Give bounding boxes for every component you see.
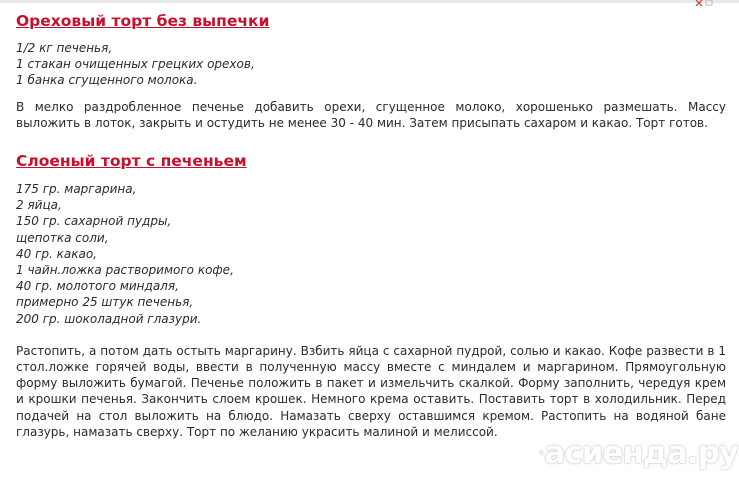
recipe-instructions: Растопить, а потом дать остыть маргарину. Взбить яйца с сахарной пудрой, солью и какао. Кофе развести в 1 стол.ложке горячей воды, ввести в полученную массу вместе с миндалем и маргарином. Прямоугольную форму выложить бумагой. Печенье положить в пакет и измельчить скалкой. Форму заполнить, чередуя крем и крошки печенья. Закончить слоем крошек. Немного крема оставить. Поставить торт в холодильник. Перед подачей на стол выложить на блюдо. Намазать сверху оставшимся кремом. Растопить на водяной бане глазурь, намазать сверху. Торт по желанию украсить малиной и мелиссой. <box>16 343 726 439</box>
ingredient-item: 200 гр. шоколадной глазури. <box>16 311 202 326</box>
top-border <box>0 0 739 3</box>
recipe-instructions: В мелко раздробленное печенье добавить орехи, сгущенное молоко, хорошенько размешать. Массу выложить в лоток, закрыть и остудить не менее 30 - 40 мин. Затем присыпать сахаром и какао. Торт готов. <box>16 99 726 130</box>
ingredient-item: 150 гр. сахарной пудры, <box>16 214 172 229</box>
ingredients-list <box>16 40 726 89</box>
recipe-article <box>16 11 726 440</box>
ingredient-item: 175 гр. маргарина, <box>16 182 137 197</box>
ingredient-item: 40 гр. какао, <box>16 246 97 261</box>
ingredient-item: 1 банка сгущенного молока. <box>16 73 198 88</box>
ingredient-item: 1 стакан очищенных грецких орехов, <box>16 57 255 72</box>
recipe-layered-cake <box>16 151 726 440</box>
recipe-walnut-cake <box>16 11 726 131</box>
ingredient-item: 1 чайн.ложка растворимого кофе, <box>16 263 234 278</box>
recipe-title[interactable]: Слоеный торт с печеньем <box>16 152 247 171</box>
ingredient-item: примерно 25 штук печенья, <box>16 295 194 310</box>
corner-close-icon[interactable] <box>692 0 714 6</box>
recipe-title[interactable]: Ореховый торт без выпечки <box>16 12 270 30</box>
watermark-text: асиенда.ру <box>544 435 738 471</box>
ingredient-item: щепотка соли, <box>16 230 109 245</box>
ingredients-list <box>16 181 726 327</box>
ingredient-item: 2 яйца, <box>16 198 62 213</box>
ingredient-item: 40 гр. молотого миндаля, <box>16 279 179 294</box>
ingredient-item: 1/2 кг печенья, <box>16 41 113 55</box>
